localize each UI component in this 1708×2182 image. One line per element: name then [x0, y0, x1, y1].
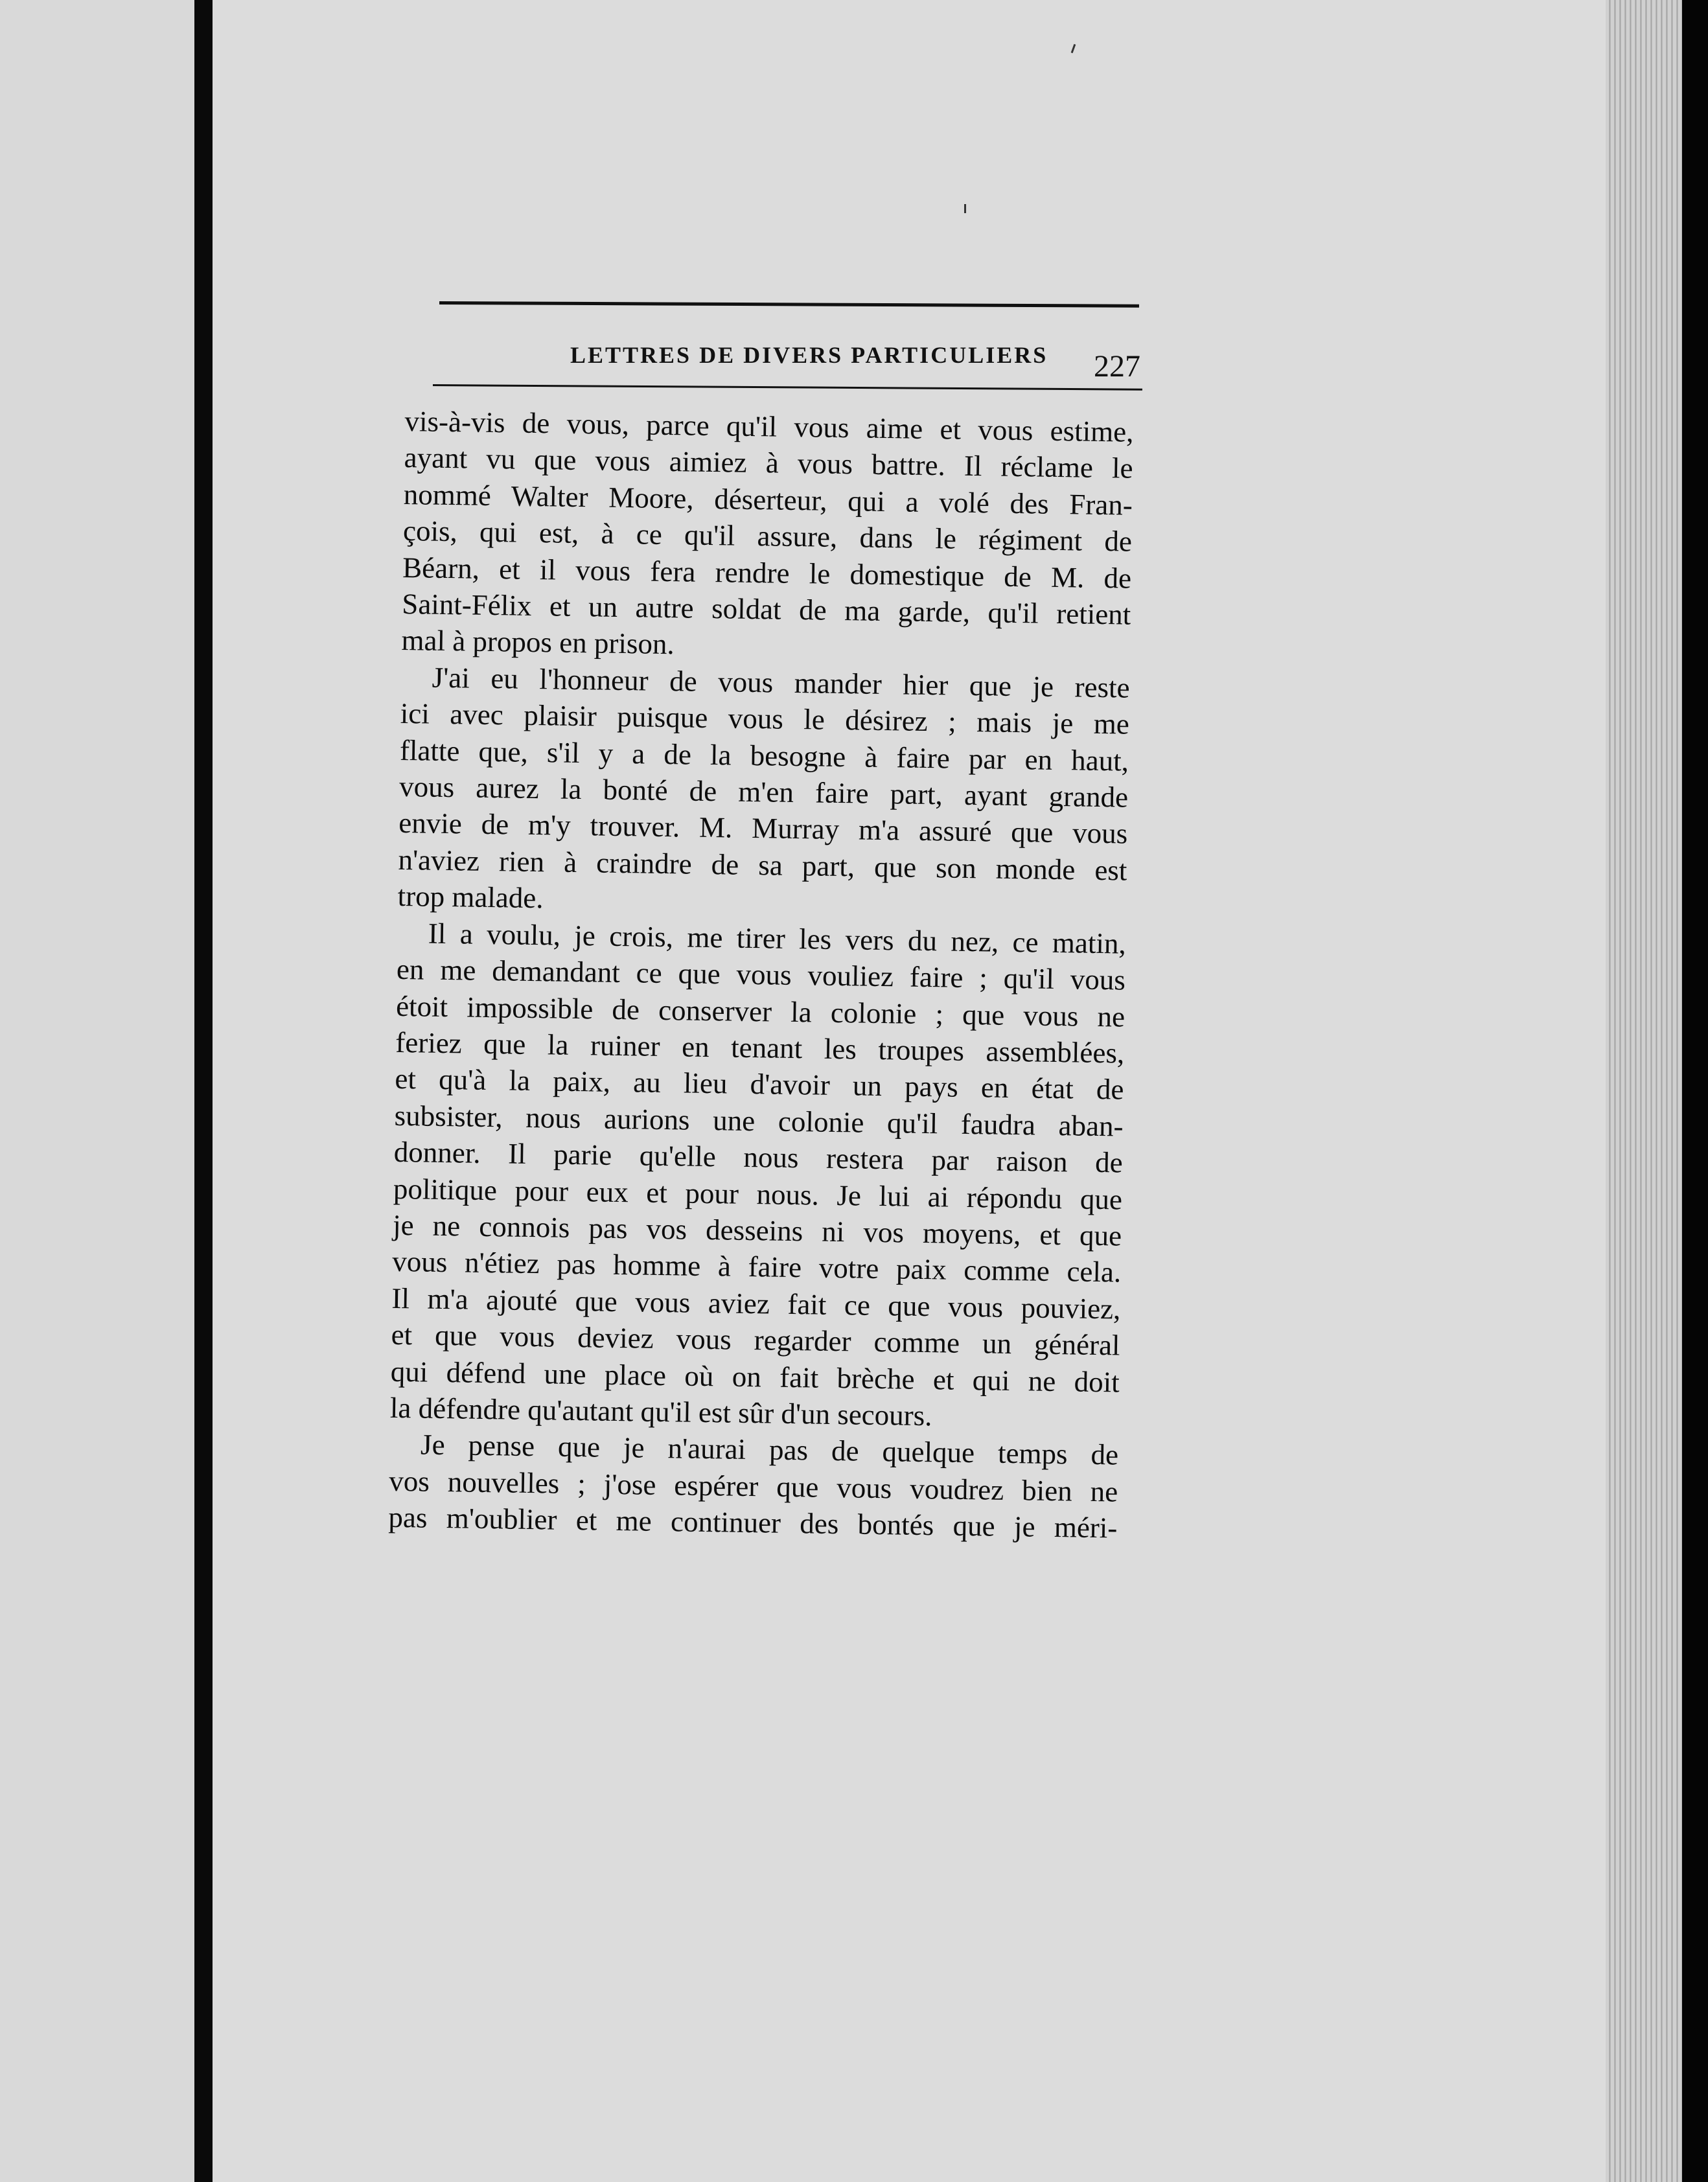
- scan-border: [1682, 0, 1708, 2182]
- text-line: subsister, nous aurions une colonie qu'il faudra aban-: [394, 1099, 1124, 1143]
- text-line: J'ai eu l'honneur de vous mander hier que je reste: [432, 661, 1130, 704]
- text-line: vis-à-vis de vous, parce qu'il vous aime et vous estime,: [404, 404, 1134, 448]
- text-line: ici avec plaisir puisque vous le désirez ; mais je me: [400, 697, 1130, 741]
- text-line: mal à propos en prison.: [401, 624, 675, 661]
- text-line: la défendre qu'autant qu'il est sûr d'un secours.: [389, 1391, 932, 1432]
- text-line: n'aviez rien à craindre de sa part, que son monde est: [398, 843, 1127, 887]
- text-line: vos nouvelles ; j'ose espérer que vous voudrez bien ne: [388, 1464, 1118, 1508]
- text-line: envie de m'y trouver. M. Murray m'a assuré que vous: [398, 807, 1128, 851]
- left-page-margin: [0, 0, 194, 2182]
- text-line: trop malade.: [397, 880, 544, 915]
- text-line: étoit impossible de conserver la colonie ; que vous ne: [395, 989, 1125, 1033]
- paragraph-1: [401, 403, 1134, 669]
- text-line: politique pour eux et pour nous. Je lui ai répondu que: [393, 1172, 1123, 1216]
- text-line: Il m'a ajouté que vous aviez fait ce que vous pouviez,: [391, 1281, 1121, 1326]
- text-line: je ne connois pas vos desseins ni vos moyens, et que: [392, 1208, 1122, 1252]
- text-line: feriez que la ruiner en tenant les troupes assemblées,: [395, 1026, 1125, 1070]
- text-line: Saint-Félix et un autre soldat de ma garde, qu'il retient: [402, 587, 1131, 631]
- text-line: donner. Il parie qu'elle nous restera par raison de: [393, 1136, 1124, 1179]
- paragraph-3: [390, 915, 1127, 1437]
- text-line: vous n'étiez pas homme à faire votre paix comme cela.: [391, 1245, 1122, 1289]
- book-gutter: [194, 0, 213, 2182]
- text-line: vous aurez la bonté de m'en faire part, ayant grande: [398, 770, 1129, 814]
- page-number: 227: [1094, 349, 1140, 384]
- scan-speck: [964, 204, 966, 213]
- paragraph-2: [397, 659, 1130, 925]
- text-line: pas m'oublier et me continuer des bontés que je méri-: [388, 1501, 1118, 1545]
- text-line: et que vous deviez vous regarder comme un général: [391, 1318, 1120, 1362]
- text-line: ayant vu que vous aimiez à vous battre. Il réclame le: [404, 441, 1133, 485]
- text-line: Il a voulu, je crois, me tirer les vers du nez, ce matin,: [428, 917, 1127, 960]
- text-line: nommé Walter Moore, déserteur, qui a volé des Fran-: [403, 477, 1133, 522]
- running-head: LETTRES DE DIVERS PARTICULIERS: [570, 342, 1048, 368]
- paragraph-4: [388, 1426, 1118, 1546]
- text-line: Béarn, et il vous fera rendre le domestique de M. de: [402, 551, 1132, 595]
- page-edges: [1606, 0, 1682, 2182]
- text-line: en me demandant ce que vous vouliez faire ; qu'il vous: [396, 953, 1126, 996]
- text-line: Je pense que je n'aurai pas de quelque temps de: [420, 1428, 1119, 1471]
- text-line: flatte que, s'il y a de la besogne à faire par en haut,: [399, 733, 1129, 777]
- text-line: et qu'à la paix, au lieu d'avoir un pays en état de: [395, 1062, 1124, 1106]
- text-line: çois, qui est, à ce qu'il assure, dans le régiment de: [402, 514, 1133, 558]
- text-line: qui défend une place où on fait brèche et qui ne doit: [390, 1355, 1120, 1399]
- body-text: [388, 403, 1134, 1546]
